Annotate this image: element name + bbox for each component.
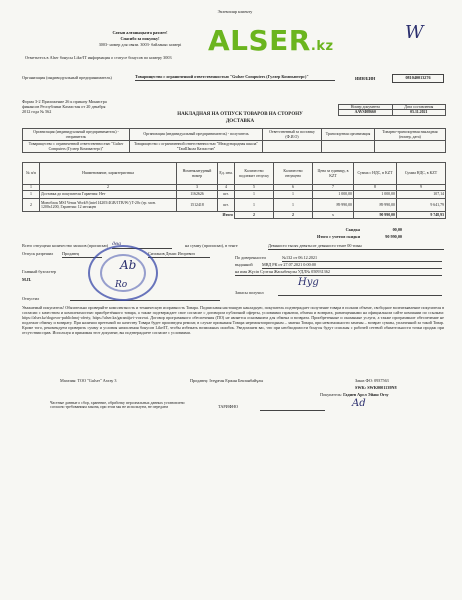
row-n: 2 [23,199,40,212]
org-label: Организация (индивидуальный предприниматель) [22,75,112,80]
contact-number: 3003- номер для связи. 3003- байланыс номері [98,42,182,47]
swk-info [355,386,397,391]
row-price: 89 990,00 [313,199,354,212]
total-discount-value: 90 990,00 [385,234,402,239]
row-qty1: 1 [235,191,274,199]
released-count-text: Всего отпущено количество запасов (прописью) [22,243,109,248]
mp-label: М.П. [22,277,32,282]
sub-9: 9 [397,185,446,191]
issued-by-value: МВД РК от 27.07.2021 0:00:00 [262,263,442,269]
totals-label: Итого [222,213,233,218]
receiver-header: Организация (индивидуальный предприниматель) - получатель [130,129,263,141]
row-unit: шт. [218,199,235,212]
issued-by-label: выданной [235,262,253,267]
col-name: Наименование, характеристика [40,163,177,185]
goods-header-row [23,163,446,185]
total-discount-label: Итого с учетом скидки [316,234,360,239]
row-vat: 107,14 [397,191,446,199]
transport-value [322,141,375,153]
issuer-signature: Ro [115,280,128,290]
footer-note: Частные данные о сбор, хранение, обработку персональных данных установлено согласно требованиям закона, при этом мы не используем, не передаем [50,401,185,410]
footer-line [260,410,325,411]
doc-number-table [338,104,446,116]
col-code: Номенклатурный номер [177,163,218,185]
row-name: Доставка до покупателя Гарантия: Нет [40,191,177,199]
row-n: 1 [23,191,40,199]
bonus-notice: Отметьтесь в Alser бонусы Like/IT информация о статусе бонусов по номеру 3003 [25,55,172,60]
thanks-kz: Сатып алғаныңызға рахмет! [112,30,168,35]
responsible-value [263,141,322,153]
row-code: 1162626 [177,191,218,199]
discount-label: Скидка [345,227,360,232]
sub-7: 7 [313,185,354,191]
doc-number-label: Номер документа [339,105,393,110]
order-value: 0937563 [374,378,389,383]
store-label: Магазин: ТОО "Gulser" Ахтау 3 [60,378,117,383]
released-by-role: Продавец [62,252,102,258]
released-count-value: два [112,242,172,249]
row-price: 1 000,00 [313,191,354,199]
sub-5: 5 [235,185,274,191]
footer-signature: Ad [352,398,366,409]
thanks-ru: Спасибо за покупку! [120,36,160,41]
col-vat: Сумма НДС, в KZT [397,163,446,185]
table-row [23,191,446,199]
proxy-label: По доверенности [235,255,266,260]
sender-value: Товарищество с ограниченной ответственностью "Gulser Computers (Гулзер Компьютерс)" [23,141,130,153]
released-by-label: Отпуск разрешил [22,251,54,256]
alser-logo: ALSER.kz [208,24,334,57]
sub-6: 6 [274,185,313,191]
row-name: Моноблок MSI Venus Work9 (intel J4205/4GB/1TB/W/) T-20c (гр. мон. 1200x1200, Гарантия: 12 месяцев [40,199,177,212]
row-sum: 89 990,00 [354,199,397,212]
waybill-value [375,141,446,153]
swk-value: SWK0001139N8 [367,385,397,390]
copy-label: Экземпляр клиенту [217,9,253,14]
totals-qty1: 2 [235,212,274,219]
row-qty1: 1 [235,199,274,212]
sub-4: 4 [218,185,235,191]
handwritten-mark: W [405,22,424,43]
discount-value: 00,00 [392,227,402,232]
doc-date-label: Дата составления [392,105,445,110]
iin-value: 081040013276 [392,74,444,83]
table-row [23,199,446,212]
totals-qty2: 2 [274,212,313,219]
seller-signature: Ab [120,258,137,272]
order-label: Заказ ФО: [355,378,374,383]
receiver-value: Товарищество с ограниченной ответственностью "Международная школа" "ТамШкола Казахстан" [130,141,263,153]
col-n: № п/п [23,163,40,185]
doc-title: НАКЛАДНАЯ НА ОТПУСК ТОВАРОВ НА СТОРОНУ [177,112,303,117]
doc-subtitle: ДОСТАВКА [225,119,255,124]
sub-2: 2 [40,185,177,191]
sub-1: 1 [23,185,40,191]
row-unit: шт. [218,191,235,199]
released-sum-text: на сумму (прописью), в тенге [185,243,238,248]
row-qty2: 1 [274,191,313,199]
row-sum: 1 000,00 [354,191,397,199]
row-qty2: 1 [274,199,313,212]
totals-price-empty: x [313,212,354,219]
form-ref-3: 2012 года № 562 [22,109,52,114]
sender-header: Организация (индивидуальный предприниматель) - отправитель [23,129,130,141]
transport-header: Транспортная организация [322,129,375,141]
waybill-header: Товарно-транспортная накладная (номер, дата) [375,129,446,141]
form-ref-1: Форма 3-2 Приложение 26 к приказу Министра [22,99,107,104]
order-info [355,379,389,384]
received-line [278,295,442,296]
received-label: Запасы получил [235,290,264,295]
row-vat: 9 641,79 [397,199,446,212]
issued-line [70,300,220,301]
proxy-value: №132 от 06.12.2021 [282,256,442,262]
responsible-header: Ответственный за поставку (Ф.И.О) [263,129,322,141]
footer-label: ТАРИФНО [218,404,239,409]
col-qty1: Количество подлежит отпуску [235,163,274,185]
buyer-label: Покупатель: [320,392,343,397]
accountant-label: Главный бухгалтер [22,269,57,274]
sub-8: 8 [354,185,397,191]
iin-label: ИИН/БИН [355,76,376,81]
sub-3: 3 [177,185,218,191]
org-name: Товарищество с ограниченной ответственностью "Gulser Computers (Гулзер Компьютерс)" [135,75,335,81]
seller-label: Продавец: Ізтұрған Ержан Бекзанбайұлы [190,378,264,383]
released-by-name: Сизганов Денис Игоревич [148,252,210,258]
col-sum: Сумма с НДС, в KZT [354,163,397,185]
issued-label: Отпустил [22,296,40,301]
doc-number: AAVSI08660 [339,110,393,115]
totals-sum: 90 990,00 [354,212,397,219]
col-price: Цена за единицу, в KZT [313,163,354,185]
swk-label: SWK: [355,385,367,390]
doc-date: 05.11.2021 [392,110,445,115]
receiver-name: на имя Жүсіп Султан Жасыбекулы УДЛ№ 050931362 [235,270,442,276]
parties-table [22,128,446,153]
goods-table [22,162,446,219]
totals-vat: 9 748,93 [397,212,446,219]
form-ref-2: финансов Республики Казахстан от 20 декабря [22,104,106,109]
col-qty2: Количество отпущено [274,163,313,185]
row-code: 1512418 [177,199,218,212]
buyer-value: Гадиев Арсл Эйаш Огзу [343,392,389,397]
released-sum-value: Девяносто тысяч девятьсот девяносто тенге 00 тиын [268,244,444,250]
totals-row [23,212,446,219]
receiver-signature: Hyg [298,277,319,288]
terms-text: Уважаемый покупатель! Обязательно проверяйте комплектность и техническую исправность Товара. Подписывая настоящую накладную, покупатель подтверждает получение товара в полном объеме, свободное волеизъявление покупателя в согласии с качеством и комплектностью приобретённого товара, а также подтверждает свое согласие с договором публичной оферты, условиями гарантии, обмена и возврата, размещенными на официальном сайте компании по ссылкам: https://alser.kz/dogovor-publichnoj-oferty, https://alser.kz/garantija-i-vozvrat. Договор программного обеспечения (ПО) не является основанием для обмена и возврата. Приобретенные и оказанные услуги, а также программное обеспечение не подлежат обмену и возврату. При наличии претензий по качеству Товара будет произведен ремонт, в случае признания Товара неремонтопригодным – замена Товара, при невозможности замены – возврат суммы, уплаченной за такой Товар. Кроме того, рекомендуем проверить сумму и условия начисления бонусов Like/IT, чтобы избежать возможных ошибок. Уведомляем вас, что при необходимости бонусы будут списаны с рабочей сетевой обязательности точки продаж при отсутствии прав. Используя и принимая этот документ, вы подтверждаете согласие с условиями. [22,305,444,335]
col-unit: Ед. изм. [218,163,235,185]
